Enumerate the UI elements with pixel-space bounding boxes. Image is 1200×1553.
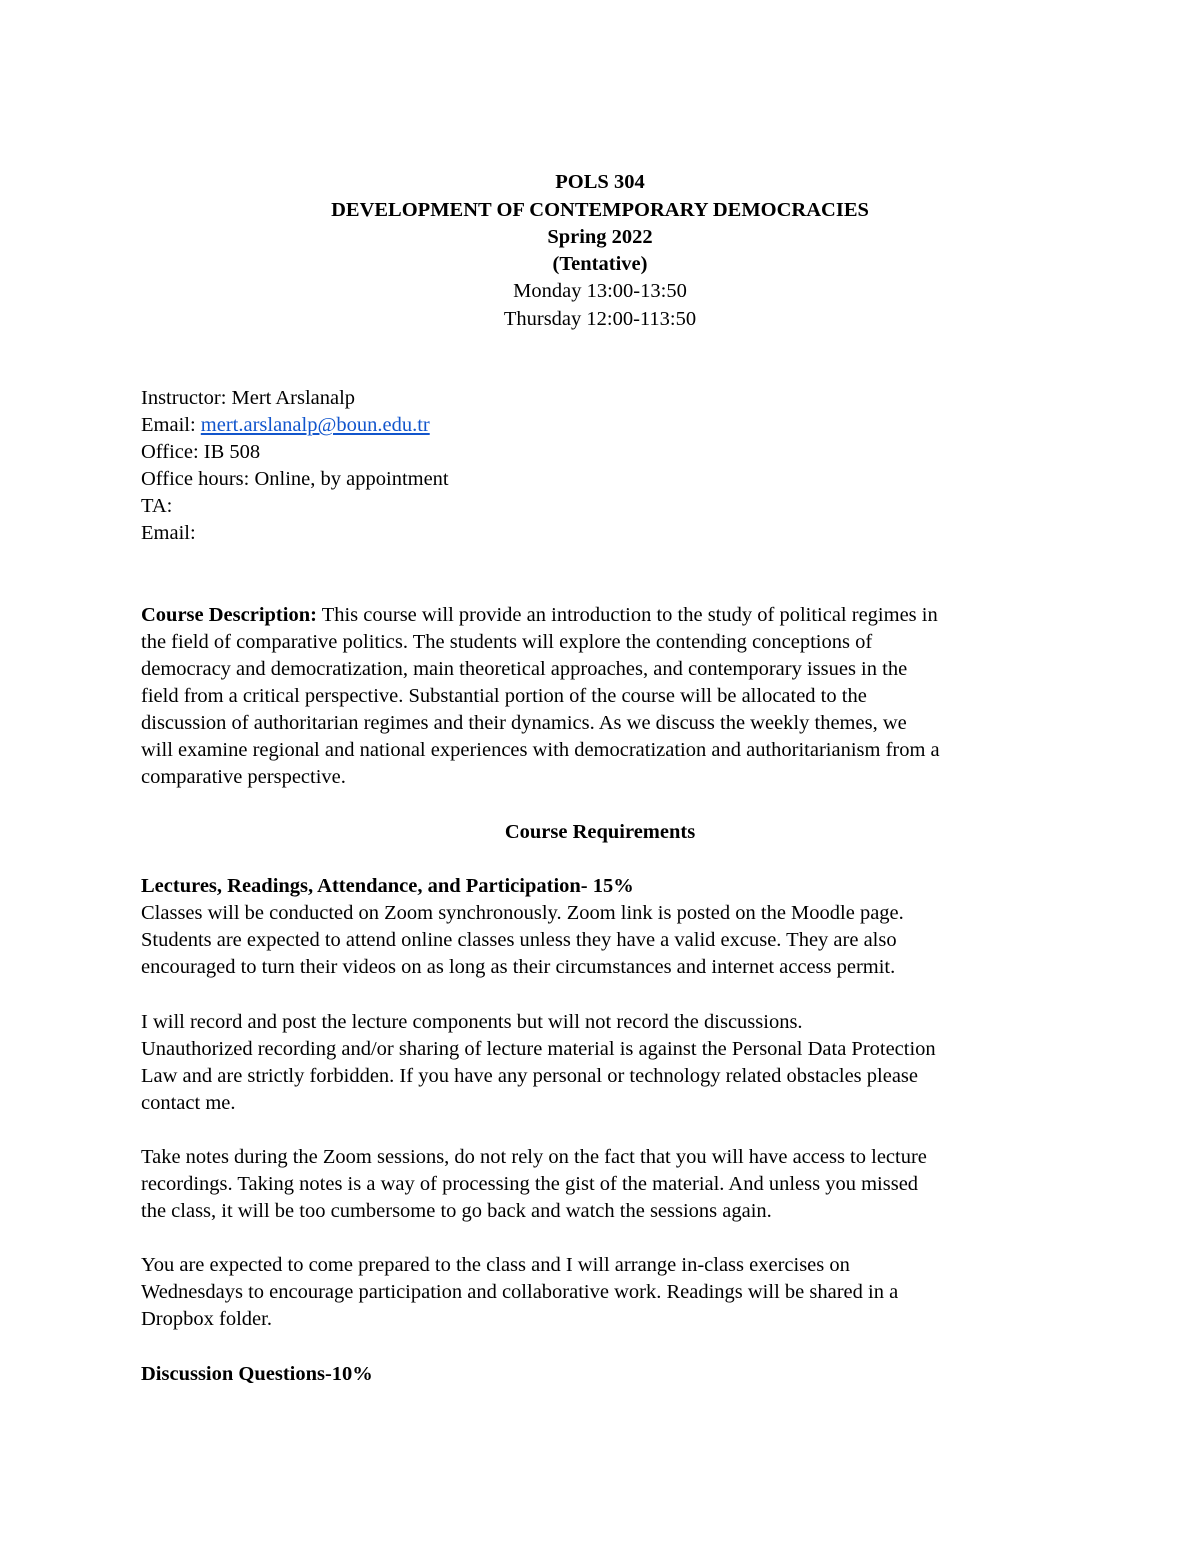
instructor-email-link[interactable]: mert.arslanalp@boun.edu.tr — [200, 414, 430, 436]
lectures-heading: Lectures, Readings, Attendance, and Participation- 15% — [141, 875, 634, 897]
paragraph-line: You are expected to come prepared to the class and I will arrange in-class exercises on — [141, 1254, 850, 1276]
paragraph-line: encouraged to turn their videos on as long as their circumstances and internet access permit. — [141, 956, 896, 978]
course-description — [141, 602, 1071, 791]
recording-paragraph — [141, 1009, 1071, 1117]
office-line: Office: IB 508 — [141, 441, 261, 463]
paragraph-line: Students are expected to attend online classes unless they have a valid excuse. They are also — [141, 929, 897, 951]
paragraph-line: the class, it will be too cumbersome to go back and watch the sessions again. — [141, 1200, 772, 1222]
contact-info — [141, 385, 1071, 547]
lectures-section — [141, 873, 1071, 981]
description-label: Course Description: — [141, 604, 317, 626]
paragraph-line: Dropbox folder. — [141, 1308, 272, 1330]
paragraph-line: Wednesdays to encourage participation and collaborative work. Readings will be shared in a — [141, 1281, 899, 1303]
discussion-section — [141, 1361, 1071, 1388]
course-title: DEVELOPMENT OF CONTEMPORARY DEMOCRACIES — [331, 199, 869, 221]
ta-email-line: Email: — [141, 522, 196, 544]
schedule-line: Monday 13:00-13:50 — [513, 280, 687, 302]
paragraph-line: Unauthorized recording and/or sharing of lecture material is against the Personal Data Protection — [141, 1038, 936, 1060]
paragraph-line: Take notes during the Zoom sessions, do not rely on the fact that you will have access to lecture — [141, 1146, 927, 1168]
notes-paragraph — [141, 1144, 1071, 1225]
discussion-heading: Discussion Questions-10% — [141, 1363, 373, 1385]
preparation-paragraph — [141, 1252, 1071, 1333]
schedule-line: Thursday 12:00-113:50 — [503, 308, 697, 330]
paragraph-line: I will record and post the lecture components but will not record the discussions. — [141, 1011, 803, 1033]
description-text: comparative perspective. — [141, 766, 346, 788]
course-term: Spring 2022 — [547, 226, 653, 248]
email-line — [141, 412, 1071, 439]
requirements-heading: Course Requirements — [504, 821, 696, 843]
paragraph-line: Classes will be conducted on Zoom synchronously. Zoom link is posted on the Moodle page. — [141, 902, 904, 924]
office-hours-line: Office hours: Online, by appointment — [141, 468, 449, 490]
instructor-line: Instructor: Mert Arslanalp — [141, 387, 356, 409]
description-text: discussion of authoritarian regimes and their dynamics. As we discuss the weekly themes, we — [141, 712, 907, 734]
paragraph-line: recordings. Taking notes is a way of processing the gist of the material. And unless you missed — [141, 1173, 919, 1195]
description-text: democracy and democratization, main theoretical approaches, and contemporary issues in the — [141, 658, 908, 680]
ta-line: TA: — [141, 495, 173, 517]
description-text: field from a critical perspective. Substantial portion of the course will be allocated to the — [141, 685, 867, 707]
course-code: POLS 304 — [555, 171, 645, 193]
paragraph-line: contact me. — [141, 1092, 236, 1114]
email-label: Email: — [141, 414, 201, 436]
description-text: This course will provide an introduction to the study of political regimes in — [316, 604, 938, 626]
description-text: the field of comparative politics. The students will explore the contending conceptions of — [141, 631, 873, 653]
description-text: will examine regional and national experiences with democratization and authoritarianism from a — [141, 739, 940, 761]
course-status: (Tentative) — [552, 253, 648, 275]
paragraph-line: Law and are strictly forbidden. If you have any personal or technology related obstacles please — [141, 1065, 918, 1087]
